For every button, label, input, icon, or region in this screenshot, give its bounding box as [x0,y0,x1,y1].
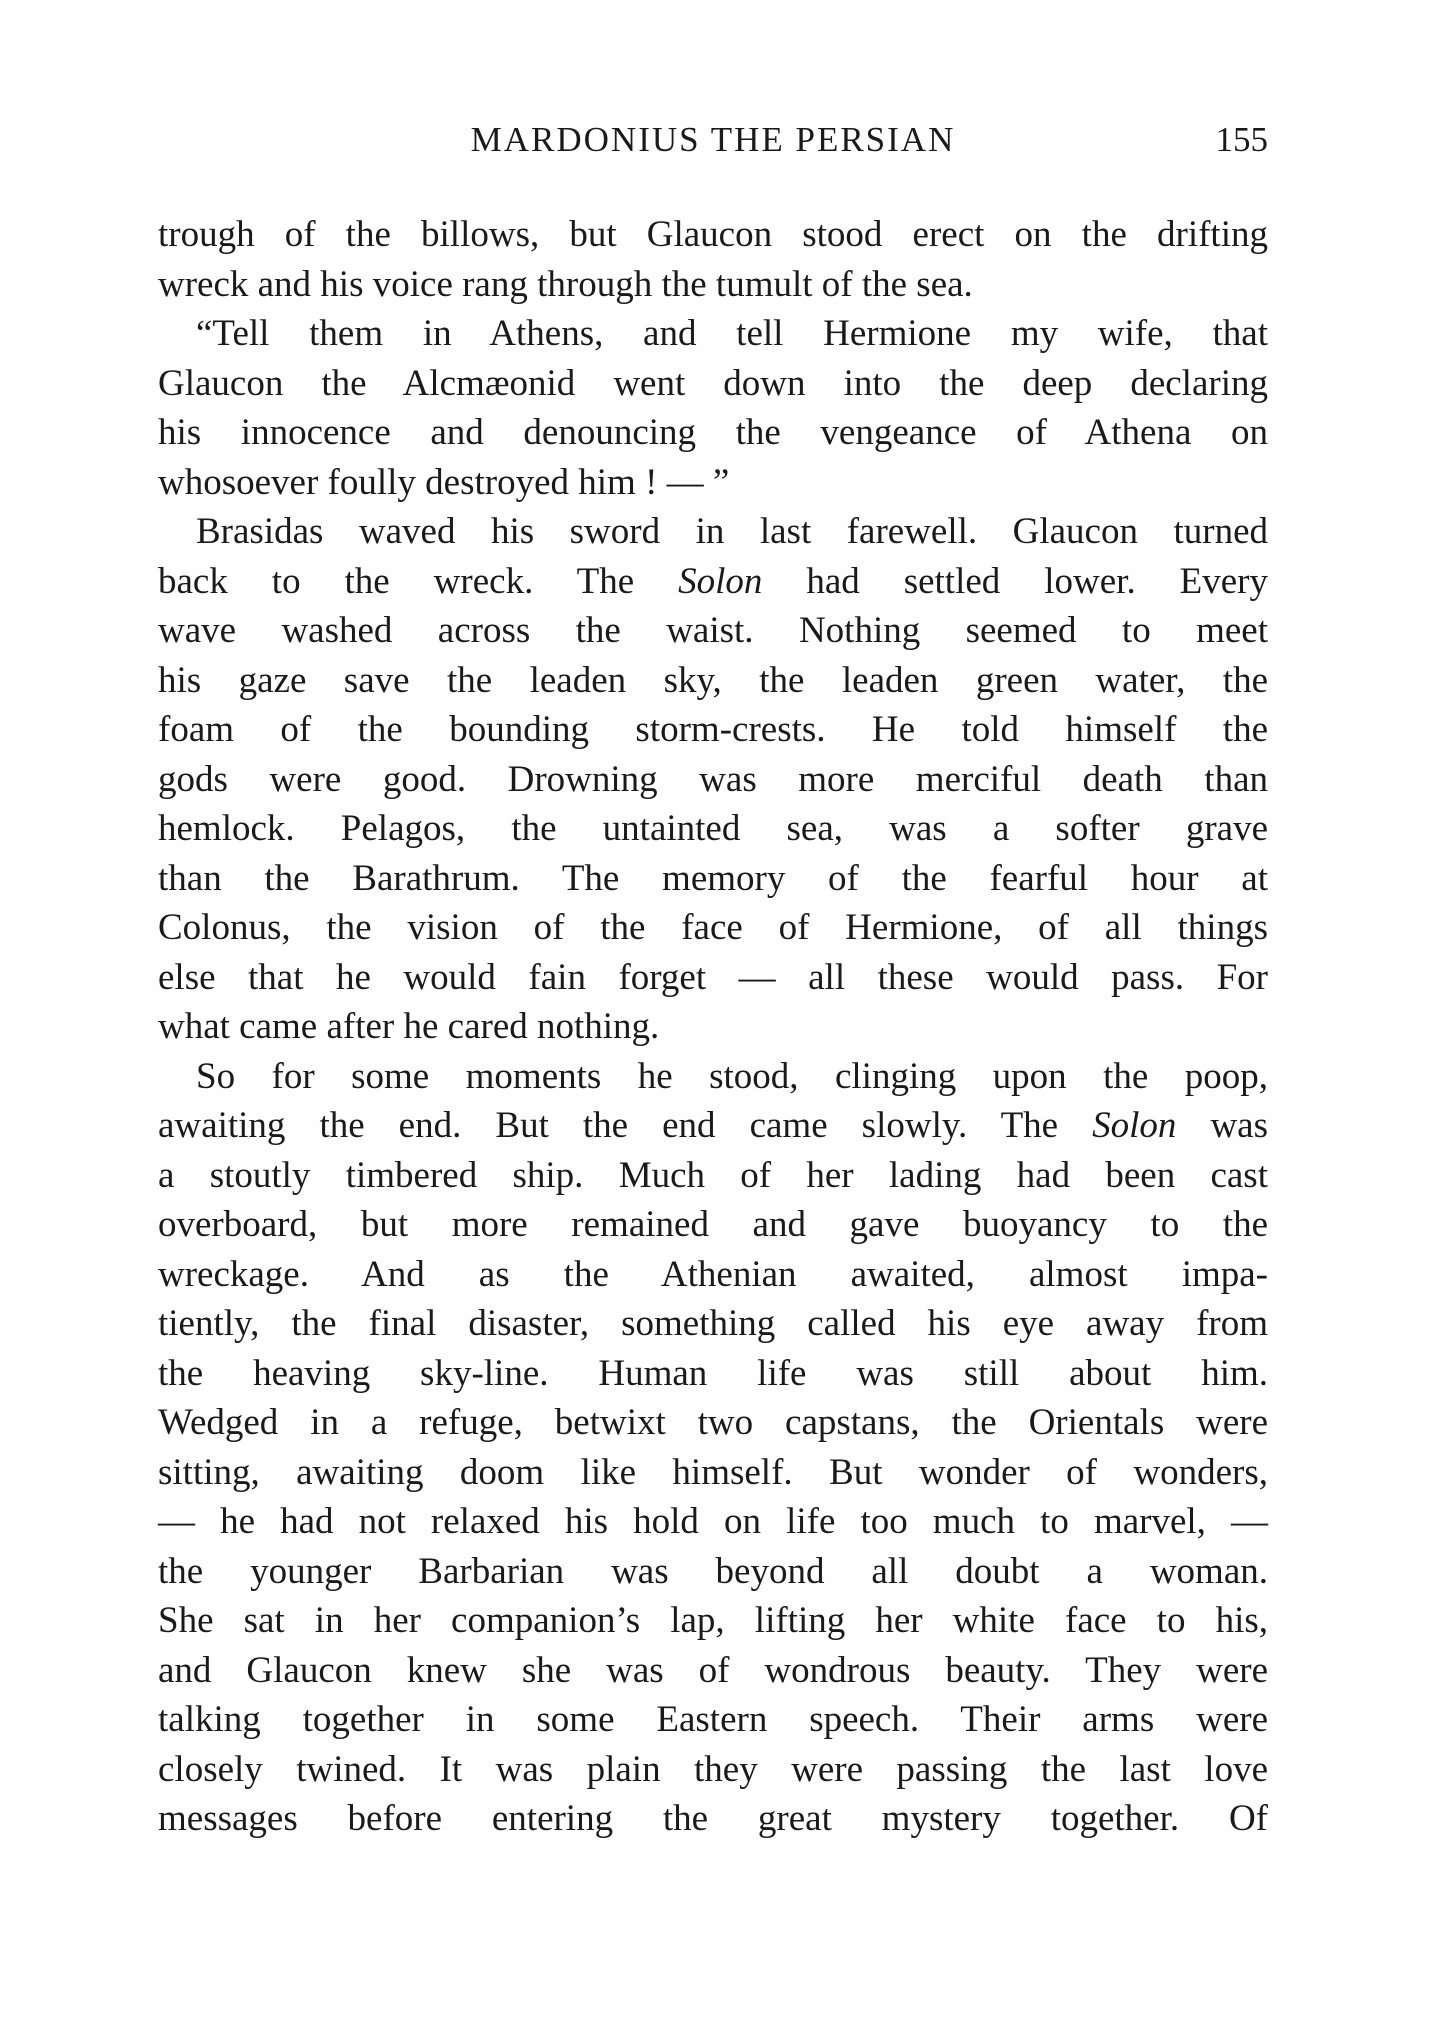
text-line: She sat in her companion’s lap, lifting her white face to his, [158,1600,1268,1641]
running-head [158,120,1268,170]
text-line: talking together in some Eastern speech. Their arms were [158,1699,1268,1740]
text-line: his innocence and denouncing the vengeance of Athena on [158,412,1268,453]
paragraph-4 [158,1052,1268,1844]
text-segment: back to the wreck. The [158,560,679,602]
text-line: than the Barathrum. The memory of the fearful hour at [158,857,1268,899]
paragraph-1 [158,210,1268,309]
text-line: Colonus, the vision of the face of Hermione, of all things [158,907,1268,948]
text-line: the heaving sky-line. Human life was still about him. [158,1352,1268,1394]
ship-name-italic: Solon [1092,1105,1177,1146]
text-line: and Glaucon knew she was of wondrous beauty. They were [158,1649,1268,1691]
text-line: whosoever foully destroyed him ! — ” [158,461,730,503]
text-line: closely twined. It was plain they were passing the last love [158,1748,1268,1790]
text-line: wreckage. And as the Athenian awaited, almost impa- [158,1253,1268,1295]
text-line [158,1101,1268,1151]
text-line: Glaucon the Alcmæonid went down into the deep declaring [158,362,1268,404]
text-line-indented [158,507,1268,557]
text-segment: had settled lower. Every [762,560,1268,602]
text-line: a stoutly timbered ship. Much of her lading had been cast [158,1154,1268,1196]
text-line: wave washed across the waist. Nothing seemed to meet [158,610,1268,651]
text-segment: awaiting the end. But the end came slowly. The [158,1105,1093,1146]
text-line: the younger Barbarian was beyond all doubt a woman. [158,1550,1268,1592]
text-line: hemlock. Pelagos, the untainted sea, was a softer grave [158,808,1268,849]
text-line: else that he would fain forget — all these would pass. For [158,956,1268,998]
text-line: — he had not relaxed his hold on life too much to marvel, — [158,1501,1268,1542]
text-line: overboard, but more remained and gave buoyancy to the [158,1204,1268,1245]
paragraph-2 [158,309,1268,507]
body-text [158,210,1268,1844]
text-line-indented [158,309,1268,359]
text-line: what came after he cared nothing. [158,1006,660,1047]
text-line-indented [158,1052,1268,1102]
running-title: MARDONIUS THE PERSIAN [470,120,956,159]
text-line-content: So for some moments he stood, clinging upon the poop, [196,1055,1268,1097]
text-line: foam of the bounding storm-crests. He told himself the [158,709,1268,750]
text-segment: was [1176,1105,1269,1146]
text-line-content: “Tell them in Athens, and tell Hermione my wife, that [196,313,1268,354]
text-line [158,557,1268,607]
text-line: gods were good. Drowning was more merciful death than [158,758,1268,800]
paragraph-3 [158,507,1268,1052]
text-line: trough of the billows, but Glaucon stood erect on the drifting [158,214,1268,255]
text-line: messages before entering the great mystery together. Of [158,1798,1268,1839]
text-line: tiently, the final disaster, something called his eye away from [158,1303,1268,1344]
text-line: sitting, awaiting doom like himself. But wonder of wonders, [158,1451,1268,1493]
page-number: 155 [1215,120,1268,159]
text-line: Wedged in a refuge, betwixt two capstans, the Orientals were [158,1402,1268,1443]
ship-name-italic: Solon [678,560,763,602]
text-line: his gaze save the leaden sky, the leaden green water, the [158,659,1268,701]
text-line-content: Brasidas waved his sword in last farewell. Glaucon turned [196,511,1268,552]
text-line: wreck and his voice rang through the tumult of the sea. [158,263,973,305]
